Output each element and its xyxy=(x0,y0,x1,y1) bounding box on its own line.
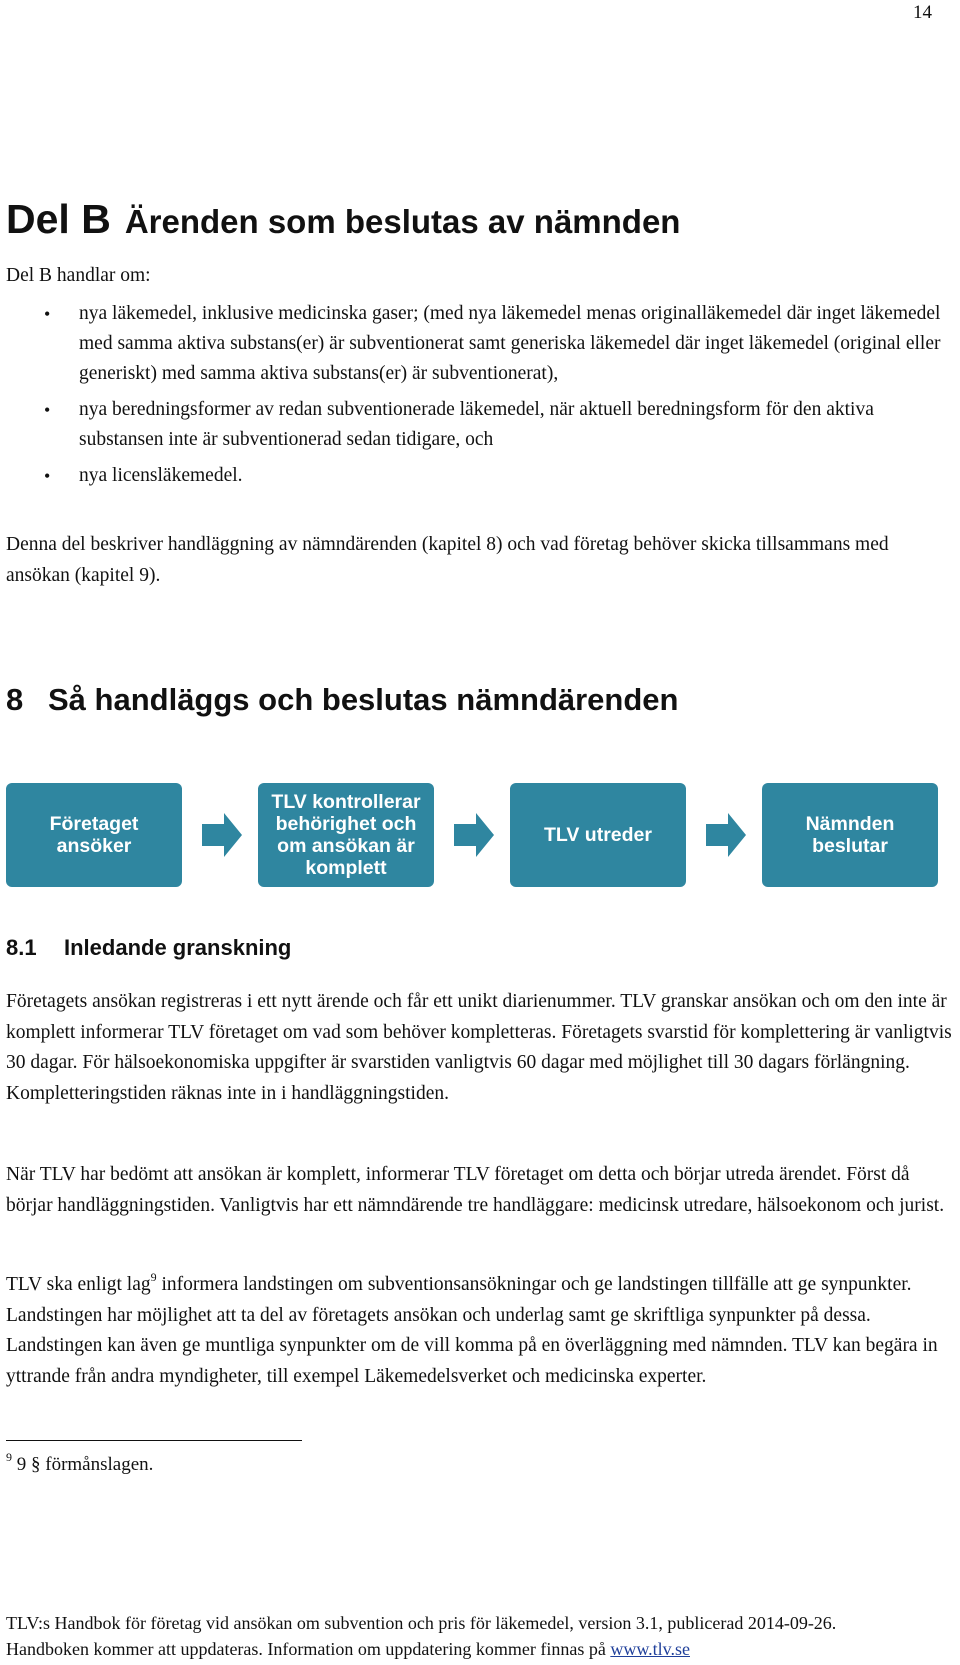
section-title: Inledande granskning xyxy=(64,935,292,960)
bullet-icon: • xyxy=(44,304,51,324)
footer-line: TLV:s Handbok för företag vid ansökan om subvention och pris för läkemedel, version 3.1, publicerad 2014-09-26. xyxy=(6,1613,837,1633)
summary-paragraph: Denna del beskriver handläggning av nämndärenden (kapitel 8) och vad företag behöver skicka tillsammans med ansökan (kapitel 9). xyxy=(6,534,889,586)
topic-list xyxy=(6,299,956,497)
section-heading xyxy=(6,935,291,961)
list-item xyxy=(6,299,956,389)
footnote-divider xyxy=(6,1440,302,1441)
bullet-icon: • xyxy=(44,466,51,486)
paragraph-initial-review: Företagets ansökan registreras i ett nytt ärende och får ett unikt diarienummer. TLV granskar ansökan och om den inte är komplett informerar TLV företaget om vad som behöver kompletteras. Företagets svarstid för komplettering är vanligtvis 30 dagar. För hälsoekonomiska uppgifter är svarstiden vanligtvis 60 dagar med möjlighet till 30 dagars förlängning. Kompletteringstiden räknas inte in i handläggningstiden. xyxy=(6,991,952,1104)
page-footer xyxy=(6,1610,956,1662)
arrow-right-icon xyxy=(454,813,494,857)
flow-step-check: TLV kontrollerar behörighet och om ansökan är komplett xyxy=(258,783,434,887)
list-item-text: nya läkemedel, inklusive medicinska gaser; (med nya läkemedel menas originalläkemedel där inget läkemedel med samma aktiva substans(er) är subventionerat samt generiska läkemedel där inget läkemedel (original eller generiskt) med samma aktiva substans(er) är subventionerat), xyxy=(79,303,941,384)
part-heading xyxy=(6,196,680,243)
footer-line xyxy=(6,1636,956,1662)
footnote-text: 9 § förmånslagen. xyxy=(12,1454,154,1475)
flow-step-investigate: TLV utreder xyxy=(510,783,686,887)
section-number: 8.1 xyxy=(6,935,37,960)
flow-step-apply: Företaget ansöker xyxy=(6,783,182,887)
process-flow xyxy=(6,783,938,887)
bullet-icon: • xyxy=(44,400,51,420)
chapter-number: 8 xyxy=(6,682,24,717)
part-title: Ärenden som beslutas av nämnden xyxy=(124,203,681,240)
list-item-text: nya licensläkemedel. xyxy=(79,465,243,486)
website-link[interactable]: www.tlv.se xyxy=(610,1639,690,1659)
list-item xyxy=(6,395,956,455)
list-item-text: nya beredningsformer av redan subventionerade läkemedel, när aktuell beredningsform för den aktiva substansen inte är subventionerad sedan tidigare, och xyxy=(79,399,874,450)
paragraph-county-councils xyxy=(6,1270,956,1392)
arrow-right-icon xyxy=(706,813,746,857)
footnote xyxy=(6,1450,154,1476)
page-number: 14 xyxy=(913,2,932,23)
arrow-right-icon xyxy=(202,813,242,857)
chapter-title: Så handläggs och beslutas nämndärenden xyxy=(48,682,679,717)
footnote-marker: 9 xyxy=(6,1450,12,1464)
part-label: Del B xyxy=(6,196,111,242)
list-item xyxy=(6,461,956,491)
intro-text: Del B handlar om: xyxy=(6,265,151,286)
footer-text: Handboken kommer att uppdateras. Information om uppdatering kommer finnas på xyxy=(6,1639,611,1659)
paragraph-text: informera landstingen om subventionsansökningar och ge landstingen tillfälle att ge synpunkter. Landstingen har möjlighet att ta del av företagets ansökan och underlag samt ge skriftliga synpunkter på dessa. Landstingen kan även ge muntliga synpunkter om de vill komma på en överläggning med nämnden. TLV kan begära in yttrande från andra myndigheter, till exempel Läkemedelsverket och medicinska experter. xyxy=(6,1274,938,1387)
paragraph-handling: När TLV har bedömt att ansökan är komplett, informerar TLV företaget om detta och börjar utreda ärendet. Först då börjar handläggningstiden. Vanligtvis har ett nämndärende tre handläggare: medicinsk utredare, hälsoekonom och jurist. xyxy=(6,1164,945,1216)
footnote-reference[interactable]: 9 xyxy=(150,1270,157,1284)
chapter-heading xyxy=(6,682,678,718)
paragraph-text: TLV ska enligt lag xyxy=(6,1274,151,1295)
flow-step-decide: Nämnden beslutar xyxy=(762,783,938,887)
